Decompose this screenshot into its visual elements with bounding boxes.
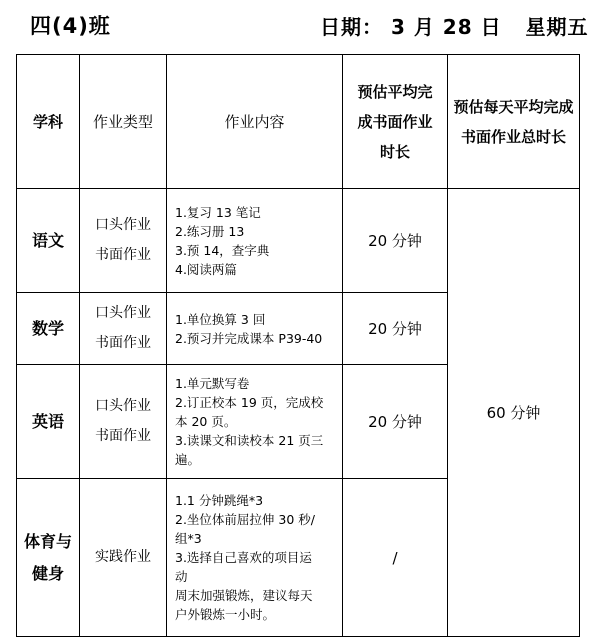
type-cell: 口头作业 书面作业 <box>80 365 167 479</box>
time-cell: 20 分钟 <box>343 365 448 479</box>
content-cell: 1.单元默写卷 2.订正校本 19 页，完成校 本 20 页。 3.读课文和读校本 21 页三 遍。 <box>167 365 343 479</box>
header-est-time: 预估平均完 成书面作业 时长 <box>343 55 448 189</box>
header-content: 作业内容 <box>167 55 343 189</box>
subject-cell: 语文 <box>17 189 80 293</box>
type-cell: 口头作业 书面作业 <box>80 189 167 293</box>
header-type: 作业类型 <box>80 55 167 189</box>
time-cell: 20 分钟 <box>343 189 448 293</box>
header-row <box>17 55 580 189</box>
total-time-cell: 60 分钟 <box>448 189 580 637</box>
header-subject: 学科 <box>17 55 80 189</box>
subject-cell: 英语 <box>17 365 80 479</box>
subject-cell: 体育与 健身 <box>17 479 80 637</box>
content-cell: 1.1 分钟跳绳*3 2.坐位体前屈拉伸 30 秒/ 组*3 3.选择自己喜欢的项目运 动 周末加强锻炼，建议每天 户外锻炼一小时。 <box>167 479 343 637</box>
content-cell: 1.复习 13 笔记 2.练习册 13 3.预 14，查字典 4.阅读两篇 <box>167 189 343 293</box>
homework-table <box>16 54 580 637</box>
type-cell: 实践作业 <box>80 479 167 637</box>
class-title: 四(4)班 <box>30 14 111 38</box>
header-total-time: 预估每天平均完成 书面作业总时长 <box>448 55 580 189</box>
subject-cell: 数学 <box>17 293 80 365</box>
content-cell: 1.单位换算 3 回 2.预习并完成课本 P39-40 <box>167 293 343 365</box>
date-label: 日期： 3 月 28 日 星期五 <box>320 15 589 39</box>
time-cell: 20 分钟 <box>343 293 448 365</box>
table-row-chinese <box>17 189 580 293</box>
page-header <box>0 0 597 52</box>
time-cell: / <box>343 479 448 637</box>
type-cell: 口头作业 书面作业 <box>80 293 167 365</box>
